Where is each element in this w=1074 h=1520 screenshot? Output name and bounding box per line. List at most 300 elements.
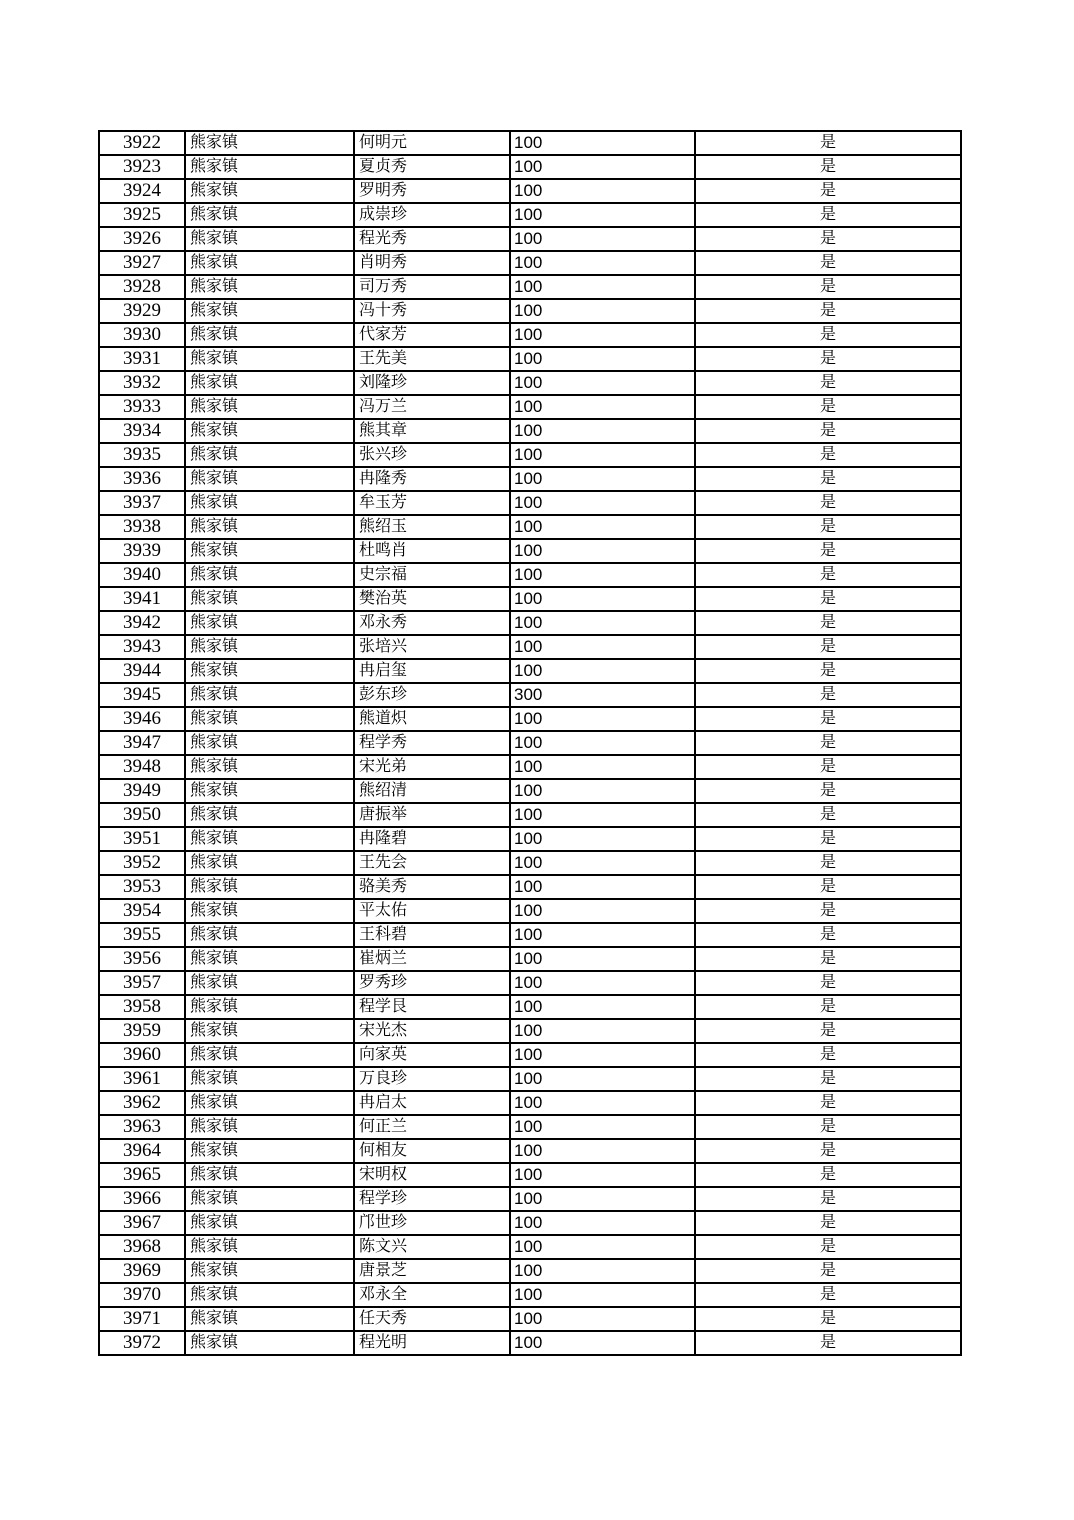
cell-amount: 100 (510, 659, 695, 683)
cell-amount: 100 (510, 227, 695, 251)
cell-name: 罗秀珍 (354, 971, 510, 995)
cell-town: 熊家镇 (185, 587, 354, 611)
cell-seq: 3931 (99, 347, 185, 371)
table-row (99, 1187, 961, 1211)
cell-confirmed: 是 (695, 467, 961, 491)
cell-amount: 100 (510, 1331, 695, 1355)
cell-confirmed: 是 (695, 419, 961, 443)
cell-name: 张培兴 (354, 635, 510, 659)
table-row (99, 1307, 961, 1331)
cell-town: 熊家镇 (185, 1043, 354, 1067)
cell-town: 熊家镇 (185, 323, 354, 347)
cell-name: 史宗福 (354, 563, 510, 587)
cell-town: 熊家镇 (185, 203, 354, 227)
cell-seq: 3927 (99, 251, 185, 275)
cell-confirmed: 是 (695, 947, 961, 971)
cell-confirmed: 是 (695, 1331, 961, 1355)
cell-town: 熊家镇 (185, 1163, 354, 1187)
cell-confirmed: 是 (695, 779, 961, 803)
table-row (99, 491, 961, 515)
cell-town: 熊家镇 (185, 299, 354, 323)
cell-confirmed: 是 (695, 1187, 961, 1211)
table-row (99, 995, 961, 1019)
cell-town: 熊家镇 (185, 971, 354, 995)
table-row (99, 1163, 961, 1187)
cell-confirmed: 是 (695, 491, 961, 515)
cell-amount: 100 (510, 539, 695, 563)
cell-seq: 3935 (99, 443, 185, 467)
cell-seq: 3955 (99, 923, 185, 947)
document-page (98, 130, 962, 1356)
cell-town: 熊家镇 (185, 875, 354, 899)
cell-seq: 3954 (99, 899, 185, 923)
cell-confirmed: 是 (695, 299, 961, 323)
cell-town: 熊家镇 (185, 1259, 354, 1283)
table-row (99, 395, 961, 419)
cell-name: 冉启太 (354, 1091, 510, 1115)
cell-seq: 3953 (99, 875, 185, 899)
cell-town: 熊家镇 (185, 1091, 354, 1115)
cell-town: 熊家镇 (185, 1019, 354, 1043)
cell-confirmed: 是 (695, 923, 961, 947)
cell-confirmed: 是 (695, 635, 961, 659)
cell-name: 杜鸣肖 (354, 539, 510, 563)
cell-seq: 3948 (99, 755, 185, 779)
cell-amount: 100 (510, 947, 695, 971)
table-row (99, 1067, 961, 1091)
cell-town: 熊家镇 (185, 371, 354, 395)
cell-town: 熊家镇 (185, 419, 354, 443)
cell-town: 熊家镇 (185, 251, 354, 275)
cell-seq: 3960 (99, 1043, 185, 1067)
cell-amount: 100 (510, 131, 695, 155)
table-row (99, 251, 961, 275)
cell-name: 冯万兰 (354, 395, 510, 419)
cell-confirmed: 是 (695, 323, 961, 347)
cell-town: 熊家镇 (185, 563, 354, 587)
table-row (99, 1115, 961, 1139)
cell-seq: 3944 (99, 659, 185, 683)
cell-name: 宋明权 (354, 1163, 510, 1187)
cell-name: 熊绍玉 (354, 515, 510, 539)
cell-name: 熊道炽 (354, 707, 510, 731)
cell-town: 熊家镇 (185, 1067, 354, 1091)
cell-name: 冉隆秀 (354, 467, 510, 491)
table-row (99, 1331, 961, 1355)
table-row (99, 587, 961, 611)
cell-amount: 100 (510, 1043, 695, 1067)
table-row (99, 659, 961, 683)
cell-seq: 3952 (99, 851, 185, 875)
cell-name: 宋光弟 (354, 755, 510, 779)
cell-seq: 3940 (99, 563, 185, 587)
cell-amount: 100 (510, 155, 695, 179)
table-row (99, 1091, 961, 1115)
cell-seq: 3950 (99, 803, 185, 827)
cell-name: 王科碧 (354, 923, 510, 947)
cell-name: 邓永秀 (354, 611, 510, 635)
cell-name: 夏贞秀 (354, 155, 510, 179)
cell-confirmed: 是 (695, 1235, 961, 1259)
cell-seq: 3928 (99, 275, 185, 299)
table-row (99, 1211, 961, 1235)
table-row (99, 419, 961, 443)
cell-town: 熊家镇 (185, 443, 354, 467)
cell-amount: 100 (510, 275, 695, 299)
cell-amount: 100 (510, 779, 695, 803)
cell-seq: 3956 (99, 947, 185, 971)
cell-amount: 100 (510, 899, 695, 923)
cell-confirmed: 是 (695, 851, 961, 875)
table-row (99, 299, 961, 323)
cell-town: 熊家镇 (185, 1187, 354, 1211)
cell-amount: 100 (510, 755, 695, 779)
table-row (99, 899, 961, 923)
cell-town: 熊家镇 (185, 1139, 354, 1163)
cell-seq: 3941 (99, 587, 185, 611)
cell-town: 熊家镇 (185, 1235, 354, 1259)
table-row (99, 731, 961, 755)
cell-confirmed: 是 (695, 371, 961, 395)
cell-amount: 100 (510, 707, 695, 731)
cell-town: 熊家镇 (185, 803, 354, 827)
cell-seq: 3947 (99, 731, 185, 755)
cell-confirmed: 是 (695, 1283, 961, 1307)
cell-confirmed: 是 (695, 1163, 961, 1187)
table-row (99, 323, 961, 347)
cell-name: 冉隆碧 (354, 827, 510, 851)
cell-name: 熊绍清 (354, 779, 510, 803)
cell-town: 熊家镇 (185, 899, 354, 923)
table-row (99, 707, 961, 731)
cell-amount: 100 (510, 491, 695, 515)
cell-seq: 3942 (99, 611, 185, 635)
table-row (99, 923, 961, 947)
table-row (99, 539, 961, 563)
cell-amount: 100 (510, 251, 695, 275)
cell-name: 向家英 (354, 1043, 510, 1067)
cell-confirmed: 是 (695, 515, 961, 539)
table-row (99, 131, 961, 155)
cell-seq: 3969 (99, 1259, 185, 1283)
cell-amount: 100 (510, 443, 695, 467)
cell-amount: 100 (510, 371, 695, 395)
cell-seq: 3938 (99, 515, 185, 539)
cell-name: 万良珍 (354, 1067, 510, 1091)
cell-amount: 100 (510, 875, 695, 899)
cell-name: 樊治英 (354, 587, 510, 611)
cell-seq: 3968 (99, 1235, 185, 1259)
cell-seq: 3964 (99, 1139, 185, 1163)
table-row (99, 1259, 961, 1283)
cell-name: 程学珍 (354, 1187, 510, 1211)
cell-seq: 3965 (99, 1163, 185, 1187)
cell-seq: 3946 (99, 707, 185, 731)
table-row (99, 803, 961, 827)
cell-amount: 100 (510, 923, 695, 947)
cell-amount: 100 (510, 1067, 695, 1091)
cell-confirmed: 是 (695, 875, 961, 899)
cell-name: 宋光杰 (354, 1019, 510, 1043)
cell-name: 程学秀 (354, 731, 510, 755)
table-row (99, 1283, 961, 1307)
cell-name: 张兴珍 (354, 443, 510, 467)
table-row (99, 947, 961, 971)
table-row (99, 371, 961, 395)
cell-amount: 100 (510, 731, 695, 755)
cell-confirmed: 是 (695, 683, 961, 707)
cell-confirmed: 是 (695, 227, 961, 251)
cell-town: 熊家镇 (185, 1115, 354, 1139)
cell-amount: 100 (510, 851, 695, 875)
table-row (99, 1139, 961, 1163)
cell-seq: 3963 (99, 1115, 185, 1139)
cell-name: 程学艮 (354, 995, 510, 1019)
cell-amount: 100 (510, 299, 695, 323)
cell-name: 何明元 (354, 131, 510, 155)
cell-town: 熊家镇 (185, 947, 354, 971)
cell-amount: 100 (510, 179, 695, 203)
cell-amount: 100 (510, 635, 695, 659)
cell-amount: 100 (510, 395, 695, 419)
cell-seq: 3924 (99, 179, 185, 203)
cell-name: 成崇珍 (354, 203, 510, 227)
cell-name: 彭东珍 (354, 683, 510, 707)
cell-name: 罗明秀 (354, 179, 510, 203)
cell-seq: 3945 (99, 683, 185, 707)
cell-town: 熊家镇 (185, 539, 354, 563)
cell-name: 程光明 (354, 1331, 510, 1355)
cell-amount: 100 (510, 827, 695, 851)
cell-town: 熊家镇 (185, 467, 354, 491)
cell-amount: 100 (510, 419, 695, 443)
cell-seq: 3922 (99, 131, 185, 155)
cell-town: 熊家镇 (185, 683, 354, 707)
table-row (99, 443, 961, 467)
table-row (99, 851, 961, 875)
cell-seq: 3939 (99, 539, 185, 563)
cell-amount: 100 (510, 515, 695, 539)
table-body (99, 131, 961, 1355)
cell-amount: 100 (510, 1283, 695, 1307)
cell-seq: 3932 (99, 371, 185, 395)
cell-name: 程光秀 (354, 227, 510, 251)
cell-name: 何正兰 (354, 1115, 510, 1139)
cell-name: 牟玉芳 (354, 491, 510, 515)
cell-seq: 3962 (99, 1091, 185, 1115)
table-row (99, 827, 961, 851)
table-row (99, 515, 961, 539)
cell-amount: 100 (510, 803, 695, 827)
cell-amount: 100 (510, 1139, 695, 1163)
table-row (99, 347, 961, 371)
cell-name: 陈文兴 (354, 1235, 510, 1259)
cell-amount: 100 (510, 1019, 695, 1043)
cell-amount: 100 (510, 1091, 695, 1115)
cell-amount: 100 (510, 1307, 695, 1331)
cell-confirmed: 是 (695, 1307, 961, 1331)
cell-confirmed: 是 (695, 755, 961, 779)
cell-amount: 100 (510, 971, 695, 995)
cell-seq: 3934 (99, 419, 185, 443)
cell-town: 熊家镇 (185, 779, 354, 803)
cell-name: 骆美秀 (354, 875, 510, 899)
table-row (99, 227, 961, 251)
cell-name: 代家芳 (354, 323, 510, 347)
cell-amount: 100 (510, 323, 695, 347)
cell-seq: 3936 (99, 467, 185, 491)
cell-name: 何相友 (354, 1139, 510, 1163)
cell-amount: 100 (510, 1187, 695, 1211)
cell-town: 熊家镇 (185, 275, 354, 299)
cell-town: 熊家镇 (185, 395, 354, 419)
cell-town: 熊家镇 (185, 131, 354, 155)
cell-town: 熊家镇 (185, 635, 354, 659)
table-row (99, 971, 961, 995)
cell-seq: 3930 (99, 323, 185, 347)
cell-confirmed: 是 (695, 395, 961, 419)
cell-amount: 100 (510, 1235, 695, 1259)
cell-town: 熊家镇 (185, 1307, 354, 1331)
table-row (99, 1043, 961, 1067)
cell-confirmed: 是 (695, 803, 961, 827)
cell-seq: 3923 (99, 155, 185, 179)
cell-town: 熊家镇 (185, 1211, 354, 1235)
cell-town: 熊家镇 (185, 707, 354, 731)
cell-name: 熊其章 (354, 419, 510, 443)
table-row (99, 467, 961, 491)
cell-town: 熊家镇 (185, 851, 354, 875)
table-row (99, 179, 961, 203)
cell-confirmed: 是 (695, 1139, 961, 1163)
cell-town: 熊家镇 (185, 923, 354, 947)
cell-name: 冯十秀 (354, 299, 510, 323)
cell-confirmed: 是 (695, 971, 961, 995)
cell-amount: 100 (510, 1115, 695, 1139)
cell-amount: 100 (510, 995, 695, 1019)
cell-town: 熊家镇 (185, 995, 354, 1019)
subsidy-table (98, 130, 962, 1356)
cell-seq: 3966 (99, 1187, 185, 1211)
cell-name: 平太佑 (354, 899, 510, 923)
cell-seq: 3971 (99, 1307, 185, 1331)
cell-seq: 3959 (99, 1019, 185, 1043)
cell-confirmed: 是 (695, 707, 961, 731)
cell-confirmed: 是 (695, 587, 961, 611)
cell-name: 王先会 (354, 851, 510, 875)
cell-seq: 3925 (99, 203, 185, 227)
cell-confirmed: 是 (695, 731, 961, 755)
cell-name: 唐振举 (354, 803, 510, 827)
table-row (99, 1235, 961, 1259)
cell-town: 熊家镇 (185, 1283, 354, 1307)
cell-seq: 3949 (99, 779, 185, 803)
cell-confirmed: 是 (695, 179, 961, 203)
cell-seq: 3951 (99, 827, 185, 851)
table-row (99, 155, 961, 179)
cell-confirmed: 是 (695, 347, 961, 371)
cell-seq: 3937 (99, 491, 185, 515)
cell-confirmed: 是 (695, 1091, 961, 1115)
cell-town: 熊家镇 (185, 347, 354, 371)
table-row (99, 635, 961, 659)
cell-confirmed: 是 (695, 275, 961, 299)
cell-name: 崔炳兰 (354, 947, 510, 971)
cell-seq: 3972 (99, 1331, 185, 1355)
cell-town: 熊家镇 (185, 227, 354, 251)
cell-name: 邝世珍 (354, 1211, 510, 1235)
cell-town: 熊家镇 (185, 659, 354, 683)
cell-name: 任天秀 (354, 1307, 510, 1331)
cell-confirmed: 是 (695, 131, 961, 155)
cell-confirmed: 是 (695, 995, 961, 1019)
cell-confirmed: 是 (695, 539, 961, 563)
cell-town: 熊家镇 (185, 155, 354, 179)
cell-confirmed: 是 (695, 899, 961, 923)
cell-amount: 100 (510, 467, 695, 491)
table-row (99, 875, 961, 899)
cell-confirmed: 是 (695, 1259, 961, 1283)
table-row (99, 755, 961, 779)
cell-confirmed: 是 (695, 1043, 961, 1067)
cell-town: 熊家镇 (185, 611, 354, 635)
cell-confirmed: 是 (695, 827, 961, 851)
cell-amount: 100 (510, 1163, 695, 1187)
cell-confirmed: 是 (695, 659, 961, 683)
cell-seq: 3943 (99, 635, 185, 659)
table-row (99, 203, 961, 227)
cell-town: 熊家镇 (185, 1331, 354, 1355)
cell-amount: 300 (510, 683, 695, 707)
cell-confirmed: 是 (695, 251, 961, 275)
cell-town: 熊家镇 (185, 827, 354, 851)
cell-confirmed: 是 (695, 1019, 961, 1043)
cell-amount: 100 (510, 611, 695, 635)
cell-amount: 100 (510, 203, 695, 227)
cell-town: 熊家镇 (185, 491, 354, 515)
cell-seq: 3970 (99, 1283, 185, 1307)
cell-seq: 3933 (99, 395, 185, 419)
cell-confirmed: 是 (695, 611, 961, 635)
cell-amount: 100 (510, 587, 695, 611)
cell-confirmed: 是 (695, 203, 961, 227)
cell-confirmed: 是 (695, 1067, 961, 1091)
table-row (99, 563, 961, 587)
cell-confirmed: 是 (695, 443, 961, 467)
table-row (99, 275, 961, 299)
cell-amount: 100 (510, 347, 695, 371)
cell-confirmed: 是 (695, 155, 961, 179)
cell-name: 肖明秀 (354, 251, 510, 275)
table-row (99, 1019, 961, 1043)
cell-name: 刘隆珍 (354, 371, 510, 395)
cell-confirmed: 是 (695, 1115, 961, 1139)
cell-confirmed: 是 (695, 563, 961, 587)
table-row (99, 683, 961, 707)
cell-name: 冉启玺 (354, 659, 510, 683)
cell-name: 唐景芝 (354, 1259, 510, 1283)
cell-town: 熊家镇 (185, 731, 354, 755)
cell-confirmed: 是 (695, 1211, 961, 1235)
cell-name: 王先美 (354, 347, 510, 371)
cell-seq: 3958 (99, 995, 185, 1019)
cell-name: 邓永全 (354, 1283, 510, 1307)
cell-name: 司万秀 (354, 275, 510, 299)
cell-amount: 100 (510, 563, 695, 587)
cell-amount: 100 (510, 1259, 695, 1283)
cell-seq: 3926 (99, 227, 185, 251)
cell-seq: 3929 (99, 299, 185, 323)
